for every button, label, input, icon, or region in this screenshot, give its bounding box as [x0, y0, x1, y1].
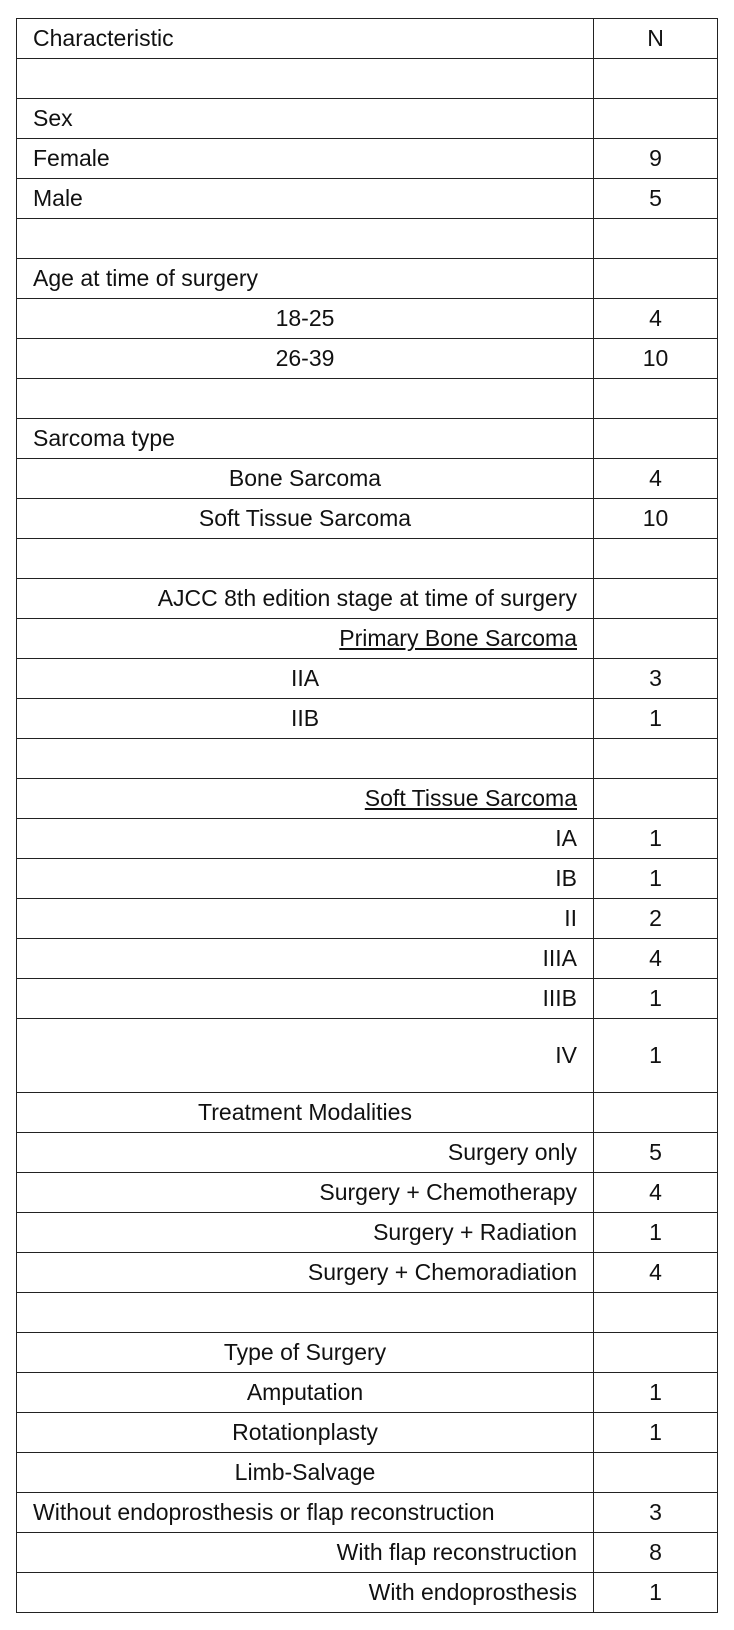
characteristic-cell: Limb-Salvage	[17, 1453, 594, 1493]
count-cell: 1	[594, 819, 718, 859]
table-row	[17, 379, 718, 419]
characteristic-cell: Soft Tissue Sarcoma	[17, 499, 594, 539]
count-cell: 1	[594, 699, 718, 739]
table-row	[17, 459, 718, 499]
count-cell	[594, 419, 718, 459]
characteristic-cell: II	[17, 899, 594, 939]
characteristic-cell: Age at time of surgery	[17, 259, 594, 299]
table-row	[17, 59, 718, 99]
count-cell: 1	[594, 979, 718, 1019]
count-cell: 4	[594, 1173, 718, 1213]
count-cell: 1	[594, 1019, 718, 1093]
count-cell	[594, 1293, 718, 1333]
characteristic-cell: IIIB	[17, 979, 594, 1019]
table-row	[17, 1173, 718, 1213]
characteristic-cell: Female	[17, 139, 594, 179]
characteristic-cell: AJCC 8th edition stage at time of surgery	[17, 579, 594, 619]
table-row	[17, 259, 718, 299]
characteristic-cell	[17, 1293, 594, 1333]
count-cell	[594, 379, 718, 419]
characteristic-cell: Rotationplasty	[17, 1413, 594, 1453]
table-row	[17, 819, 718, 859]
count-cell	[594, 1453, 718, 1493]
count-cell: 1	[594, 1573, 718, 1613]
characteristic-cell: Surgery + Chemotherapy	[17, 1173, 594, 1213]
table-row	[17, 859, 718, 899]
characteristic-cell: Treatment Modalities	[17, 1093, 594, 1133]
characteristic-cell: With endoprosthesis	[17, 1573, 594, 1613]
characteristic-cell: Sarcoma type	[17, 419, 594, 459]
count-cell: 8	[594, 1533, 718, 1573]
table-row	[17, 99, 718, 139]
count-cell	[594, 259, 718, 299]
count-cell: 1	[594, 1373, 718, 1413]
table-row	[17, 1213, 718, 1253]
characteristic-cell: Male	[17, 179, 594, 219]
characteristic-cell: IIIA	[17, 939, 594, 979]
count-cell	[594, 99, 718, 139]
characteristic-cell: 18-25	[17, 299, 594, 339]
characteristic-cell: IB	[17, 859, 594, 899]
count-cell: 3	[594, 1493, 718, 1533]
characteristic-cell: Sex	[17, 99, 594, 139]
count-cell: 4	[594, 459, 718, 499]
count-cell	[594, 739, 718, 779]
table-row	[17, 339, 718, 379]
count-cell: 1	[594, 859, 718, 899]
characteristic-cell: Surgery + Chemoradiation	[17, 1253, 594, 1293]
characteristic-cell: IA	[17, 819, 594, 859]
characteristic-cell	[17, 379, 594, 419]
table-row	[17, 779, 718, 819]
characteristic-cell: IV	[17, 1019, 594, 1093]
characteristic-cell	[17, 59, 594, 99]
count-cell: 4	[594, 299, 718, 339]
table-row	[17, 939, 718, 979]
table-row	[17, 1533, 718, 1573]
table-row	[17, 659, 718, 699]
table-row	[17, 1093, 718, 1133]
characteristic-cell: IIA	[17, 659, 594, 699]
characteristic-cell: With flap reconstruction	[17, 1533, 594, 1573]
characteristic-cell: Soft Tissue Sarcoma	[17, 779, 594, 819]
table-row	[17, 1413, 718, 1453]
count-cell: 4	[594, 1253, 718, 1293]
table-row	[17, 299, 718, 339]
characteristics-table	[16, 18, 718, 1613]
characteristic-cell: Surgery only	[17, 1133, 594, 1173]
table-row	[17, 1293, 718, 1333]
table-row	[17, 1333, 718, 1373]
characteristic-cell	[17, 539, 594, 579]
characteristic-cell: Type of Surgery	[17, 1333, 594, 1373]
characteristic-cell: Amputation	[17, 1373, 594, 1413]
table-row	[17, 899, 718, 939]
count-cell: 10	[594, 499, 718, 539]
characteristic-cell: Without endoprosthesis or flap reconstruction	[17, 1493, 594, 1533]
table-row	[17, 419, 718, 459]
characteristic-cell: Primary Bone Sarcoma	[17, 619, 594, 659]
count-cell	[594, 1093, 718, 1133]
count-cell: 3	[594, 659, 718, 699]
characteristic-cell: IIB	[17, 699, 594, 739]
characteristic-cell: Surgery + Radiation	[17, 1213, 594, 1253]
table-row	[17, 979, 718, 1019]
table-row	[17, 619, 718, 659]
characteristic-cell: 26-39	[17, 339, 594, 379]
count-cell	[594, 579, 718, 619]
count-cell	[594, 1333, 718, 1373]
count-cell	[594, 619, 718, 659]
count-cell	[594, 59, 718, 99]
count-cell: 2	[594, 899, 718, 939]
table-row	[17, 579, 718, 619]
count-cell	[594, 539, 718, 579]
count-cell: 1	[594, 1413, 718, 1453]
characteristic-cell: Characteristic	[17, 19, 594, 59]
characteristic-cell: Bone Sarcoma	[17, 459, 594, 499]
count-cell: 4	[594, 939, 718, 979]
table-row	[17, 139, 718, 179]
count-cell: 9	[594, 139, 718, 179]
table-row	[17, 1453, 718, 1493]
count-cell	[594, 779, 718, 819]
table-row	[17, 539, 718, 579]
table-row	[17, 19, 718, 59]
count-cell: 5	[594, 1133, 718, 1173]
table-row	[17, 739, 718, 779]
table-row	[17, 699, 718, 739]
table-row	[17, 219, 718, 259]
count-cell: N	[594, 19, 718, 59]
table-body	[17, 19, 718, 1613]
table-row	[17, 179, 718, 219]
table-row	[17, 499, 718, 539]
table-row	[17, 1493, 718, 1533]
count-cell	[594, 219, 718, 259]
characteristic-cell	[17, 739, 594, 779]
table-row	[17, 1133, 718, 1173]
table-row	[17, 1019, 718, 1093]
count-cell: 5	[594, 179, 718, 219]
characteristic-cell	[17, 219, 594, 259]
count-cell: 1	[594, 1213, 718, 1253]
table-row	[17, 1373, 718, 1413]
count-cell: 10	[594, 339, 718, 379]
table-row	[17, 1253, 718, 1293]
table-row	[17, 1573, 718, 1613]
